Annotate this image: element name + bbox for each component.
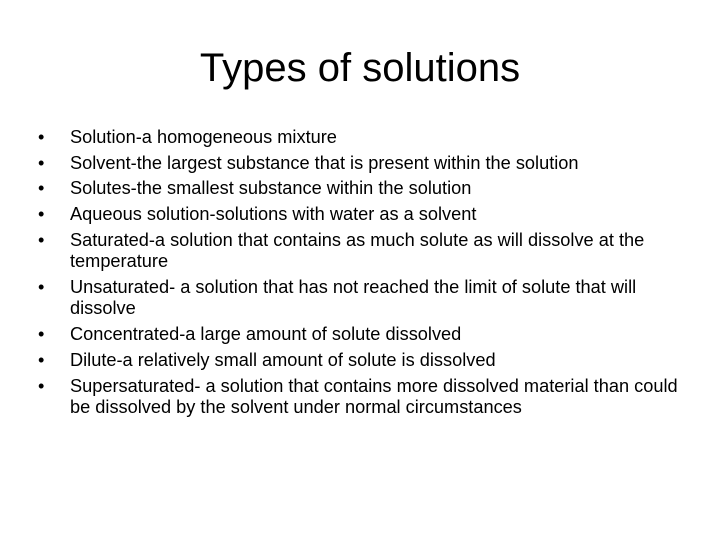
- bullet-item-solutes: [38, 178, 688, 200]
- bullet-item-unsaturated: [38, 277, 688, 320]
- bullet-item-aqueous: [38, 204, 688, 226]
- bullet-text: Solutes-the smallest substance within the solution: [70, 178, 472, 199]
- bullet-icon: •: [38, 178, 45, 199]
- bullet-text: Solvent-the largest substance that is present within the solution: [70, 152, 579, 173]
- bullet-icon: •: [38, 127, 45, 147]
- bullet-icon: •: [38, 276, 45, 297]
- bullet-item-solvent: [38, 153, 688, 175]
- bullet-text: Aqueous solution-solutions with water as a solvent: [70, 204, 477, 225]
- bullet-text: Solution-a homogeneous mixture: [70, 127, 337, 147]
- bullet-icon: •: [38, 349, 45, 370]
- slide-title: Types of solutions: [199, 46, 521, 90]
- bullet-icon: •: [38, 204, 45, 225]
- bullet-item-supersaturated: [38, 376, 688, 419]
- bullet-list: [38, 127, 688, 423]
- bullet-item-concentrated: [38, 324, 688, 346]
- bullet-text: Concentrated-a large amount of solute dissolved: [70, 324, 462, 345]
- bullet-text: Supersaturated- a solution that contains more dissolved material than could be dissolved by the solvent under normal circumstances: [70, 375, 678, 417]
- bullet-icon: •: [38, 375, 45, 396]
- bullet-icon: •: [38, 152, 45, 173]
- bullet-icon: •: [38, 229, 45, 250]
- bullet-text: Saturated-a solution that contains as much solute as will dissolve at the temperature: [70, 229, 645, 272]
- bullet-text: Dilute-a relatively small amount of solute is dissolved: [70, 349, 496, 370]
- bullet-item-saturated: [38, 230, 688, 273]
- bullet-text: Unsaturated- a solution that has not reached the limit of solute that will dissolve: [70, 276, 637, 319]
- bullet-item-dilute: [38, 350, 688, 372]
- bullet-icon: •: [38, 324, 45, 345]
- bullet-item-solution: [38, 127, 688, 149]
